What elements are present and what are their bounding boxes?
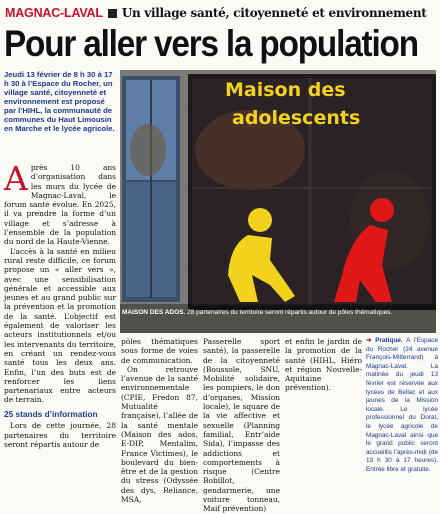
photo-illustration — [120, 70, 436, 333]
paragraph-1-text: près 10 ans d’organisation dans les murs du lycée de Magnac-Laval, le forum santé évolue. En 2025, il va prendre la forme d’un village et s’adresse à l’ensemble de la population du nord de la Haute-Vienne. — [4, 163, 116, 247]
article-photo — [120, 70, 436, 333]
column-2-paragraph: On retrouve l’avenue de la santé environnementale (CPIE, Fredon 87, Mutualité française), l’allée de la santé mentale (Maison des ados, E-DIP, Mentalim, France Victimes), le boulevard du bien-être et de la gestion du stress (Odyssée des dys, Reliance, MSA, — [121, 364, 198, 505]
article-subhead: 25 stands d’information — [4, 408, 98, 419]
caption-label: MAISON DES ADOS. — [122, 309, 186, 316]
section-header — [5, 3, 436, 23]
article-paragraph-1 — [4, 159, 116, 247]
article-paragraph-3: Lors de cette journée, 28 partenaires du territoire seront répartis autour de — [4, 421, 116, 449]
article-column-4 — [285, 337, 362, 478]
article-headline: Pour aller vers la population — [4, 23, 418, 64]
section-subkicker: Un village santé, citoyenneté et environnement — [121, 6, 427, 20]
sign-line-2: adolescents — [232, 107, 361, 129]
article-paragraph-2: L’accès à la santé en milieu rural reste difficile, ce forum propose un « aller vers », avec une sensibilisation générale et accessible aux jeunes et au grand public sur la prévention et la promotion de la santé. L’objectif est également de valoriser les acteurs institutionnels et/ou les intervenants du territoire, en créant un rendez-vous santé tous les deux ans. Enfin, l’un des buts est de renforcer les liens partenariaux entre acteurs de terrain. — [4, 246, 116, 405]
arrow-right-icon: ➜ — [366, 337, 376, 344]
photo-caption — [122, 309, 434, 316]
column-4-text: et enfin le jardin de la promotion de la santé (HIHL, Hiéro et région Nouvelle-Aquitaine prévention). — [285, 337, 362, 393]
article-column-2 — [121, 337, 198, 505]
article-column-3 — [203, 337, 280, 514]
drop-cap: A — [4, 159, 28, 198]
column-2-text: pôles thématiques sous forme de voies de communication. — [121, 337, 198, 365]
section-kicker: MAGNAC-LAVAL — [5, 6, 103, 20]
column-3-text: Passerelle sport santé), la passerelle de la citoyenneté (Boussole, SNU, Mobilité solidaire, les pompiers, le don d’organes, Mission locale), le square de la vie affective et sexuelle (Planning familial, Entr’aide Sida), l’impasse des addictions et comportements à risque (Centre Bobillot, gendarmerie, une voiture tonneau, Maif prévention) — [203, 337, 280, 514]
article-column-1 — [4, 159, 116, 478]
sign-line-1: Maison des — [225, 79, 346, 101]
pratique-box — [366, 337, 438, 478]
caption-text: 28 partenaires du territoire seront répartis autour de pôles thématiques. — [185, 309, 393, 316]
kicker-square-icon — [108, 9, 117, 18]
pratique-label: Pratique. — [375, 337, 403, 344]
article-lead: Jeudi 13 février de 8 h 30 à 17 h 30 à l’Espace du Rocher, un village santé, citoyenneté et environnement est proposé par l’HIHL, la communauté de communes du Haut Limousin en Marche et le lycée agricole. — [4, 70, 115, 133]
pratique-text: A l’Espace du Rocher (24 avenue François-Mitterrand) à Magnac-Laval. La matinée du jeudi 13 février est réservée aux lycées de Bellac et aux jeunes de la Mission locale. Le lycée professionnel du Dorat, le lycée agricole de Magnac-Laval ainsi que le grand public seront accueillis l’après-midi (de 13 h 30 à 17 heures). Entrée libre et gratuite. — [366, 337, 438, 473]
